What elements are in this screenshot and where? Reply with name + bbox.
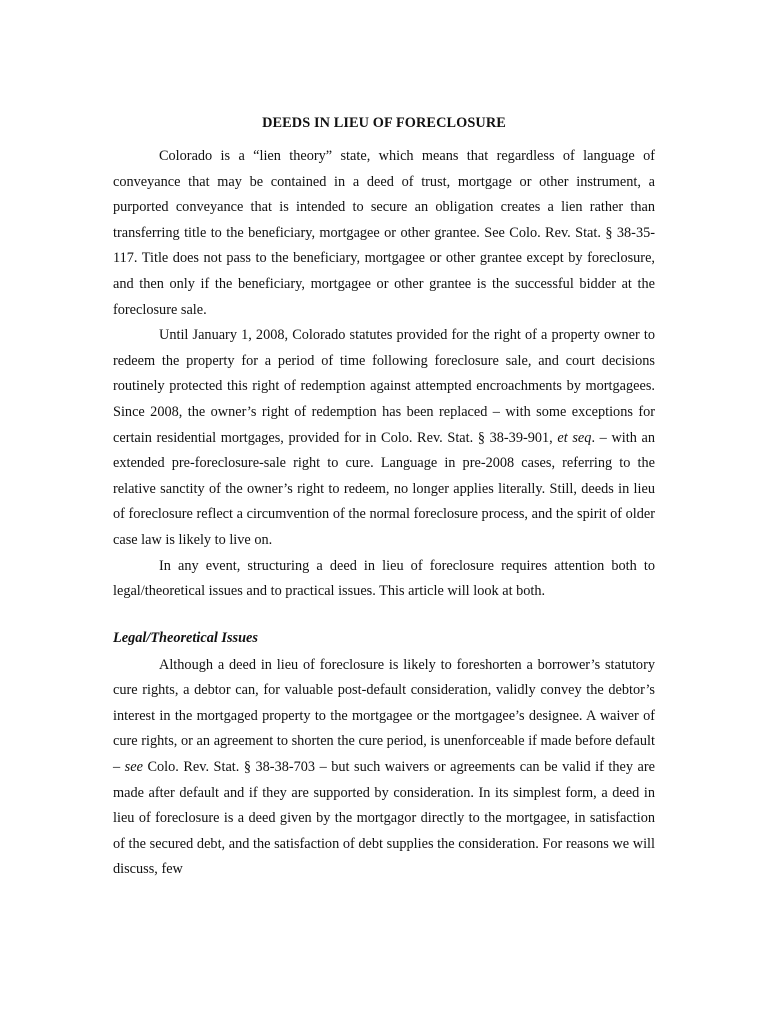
paragraph-cure-rights xyxy=(113,653,655,883)
paragraph-lien-theory: Colorado is a “lien theory” state, which means that regardless of language of conveyance that may be contained in a deed of trust, mortgage or other instrument, a purported conveyance that is intended to secure an obligation creates a lien rather than transferring title to the beneficiary, mortgagee or other grantee. See Colo. Rev. Stat. § 38-35-117. Title does not pass to the beneficiary, mortgagee or other grantee except by foreclosure, and then only if the beneficiary, mortgagee or other grantee is the successful bidder at the foreclosure sale. xyxy=(113,148,655,318)
paragraph-redemption-text-2: . – with an extended pre-foreclosure-sale right to cure. Language in pre-2008 cases, referring to the relative sanctity of the owner’s right to redeem, no longer applies literally. Still, deeds in lieu of foreclosure reflect a circumvention of the normal foreclosure process, and the spirit of older case law is likely to live on. xyxy=(113,429,656,548)
document-body xyxy=(113,110,655,883)
paragraph-structuring: In any event, structuring a deed in lieu of foreclosure requires attention both to legal/theoretical issues and to practical issues. This article will look at both. xyxy=(113,557,655,600)
section-heading-legal-theoretical: Legal/Theoretical Issues xyxy=(113,629,258,646)
et-seq-italic: et seq xyxy=(557,429,592,446)
paragraph-cure-rights-text-2: Colo. Rev. Stat. § 38-38-703 – but such waivers or agreements can be valid if they are made after default and if they are supported by consideration. In its simplest form, a deed in lieu of foreclosure is a deed given by the mortgagor directly to the mortgagee, in satisfaction of the secured debt, and the satisfaction of debt supplies the consideration. For reasons we will discuss, few xyxy=(113,759,655,878)
see-italic: see xyxy=(124,759,143,776)
paragraph-redemption-text-1: Until January 1, 2008, Colorado statutes provided for the right of a property owner to redeem the property for a period of time following foreclosure sale, and court decisions routinely protected this right of redemption against attempted encroachments by mortgagees. Since 2008, the owner’s right of redemption has been replaced – with some exceptions for certain residential mortgages, provided for in Colo. Rev. Stat. § 38-39-901, xyxy=(113,327,655,446)
document-title: DEEDS IN LIEU OF FORECLOSURE xyxy=(262,115,506,131)
paragraph-cure-rights-text-1: Although a deed in lieu of foreclosure is likely to foreshorten a borrower’s statutory cure rights, a debtor can, for valuable post-default consideration, validly convey the debtor’s interest in the mortgaged property to the mortgagee or the mortgagee’s designee. A waiver of cure rights, or an agreement to shorten the cure period, is unenforceable if made before default – xyxy=(113,656,655,776)
paragraph-redemption xyxy=(113,323,655,553)
